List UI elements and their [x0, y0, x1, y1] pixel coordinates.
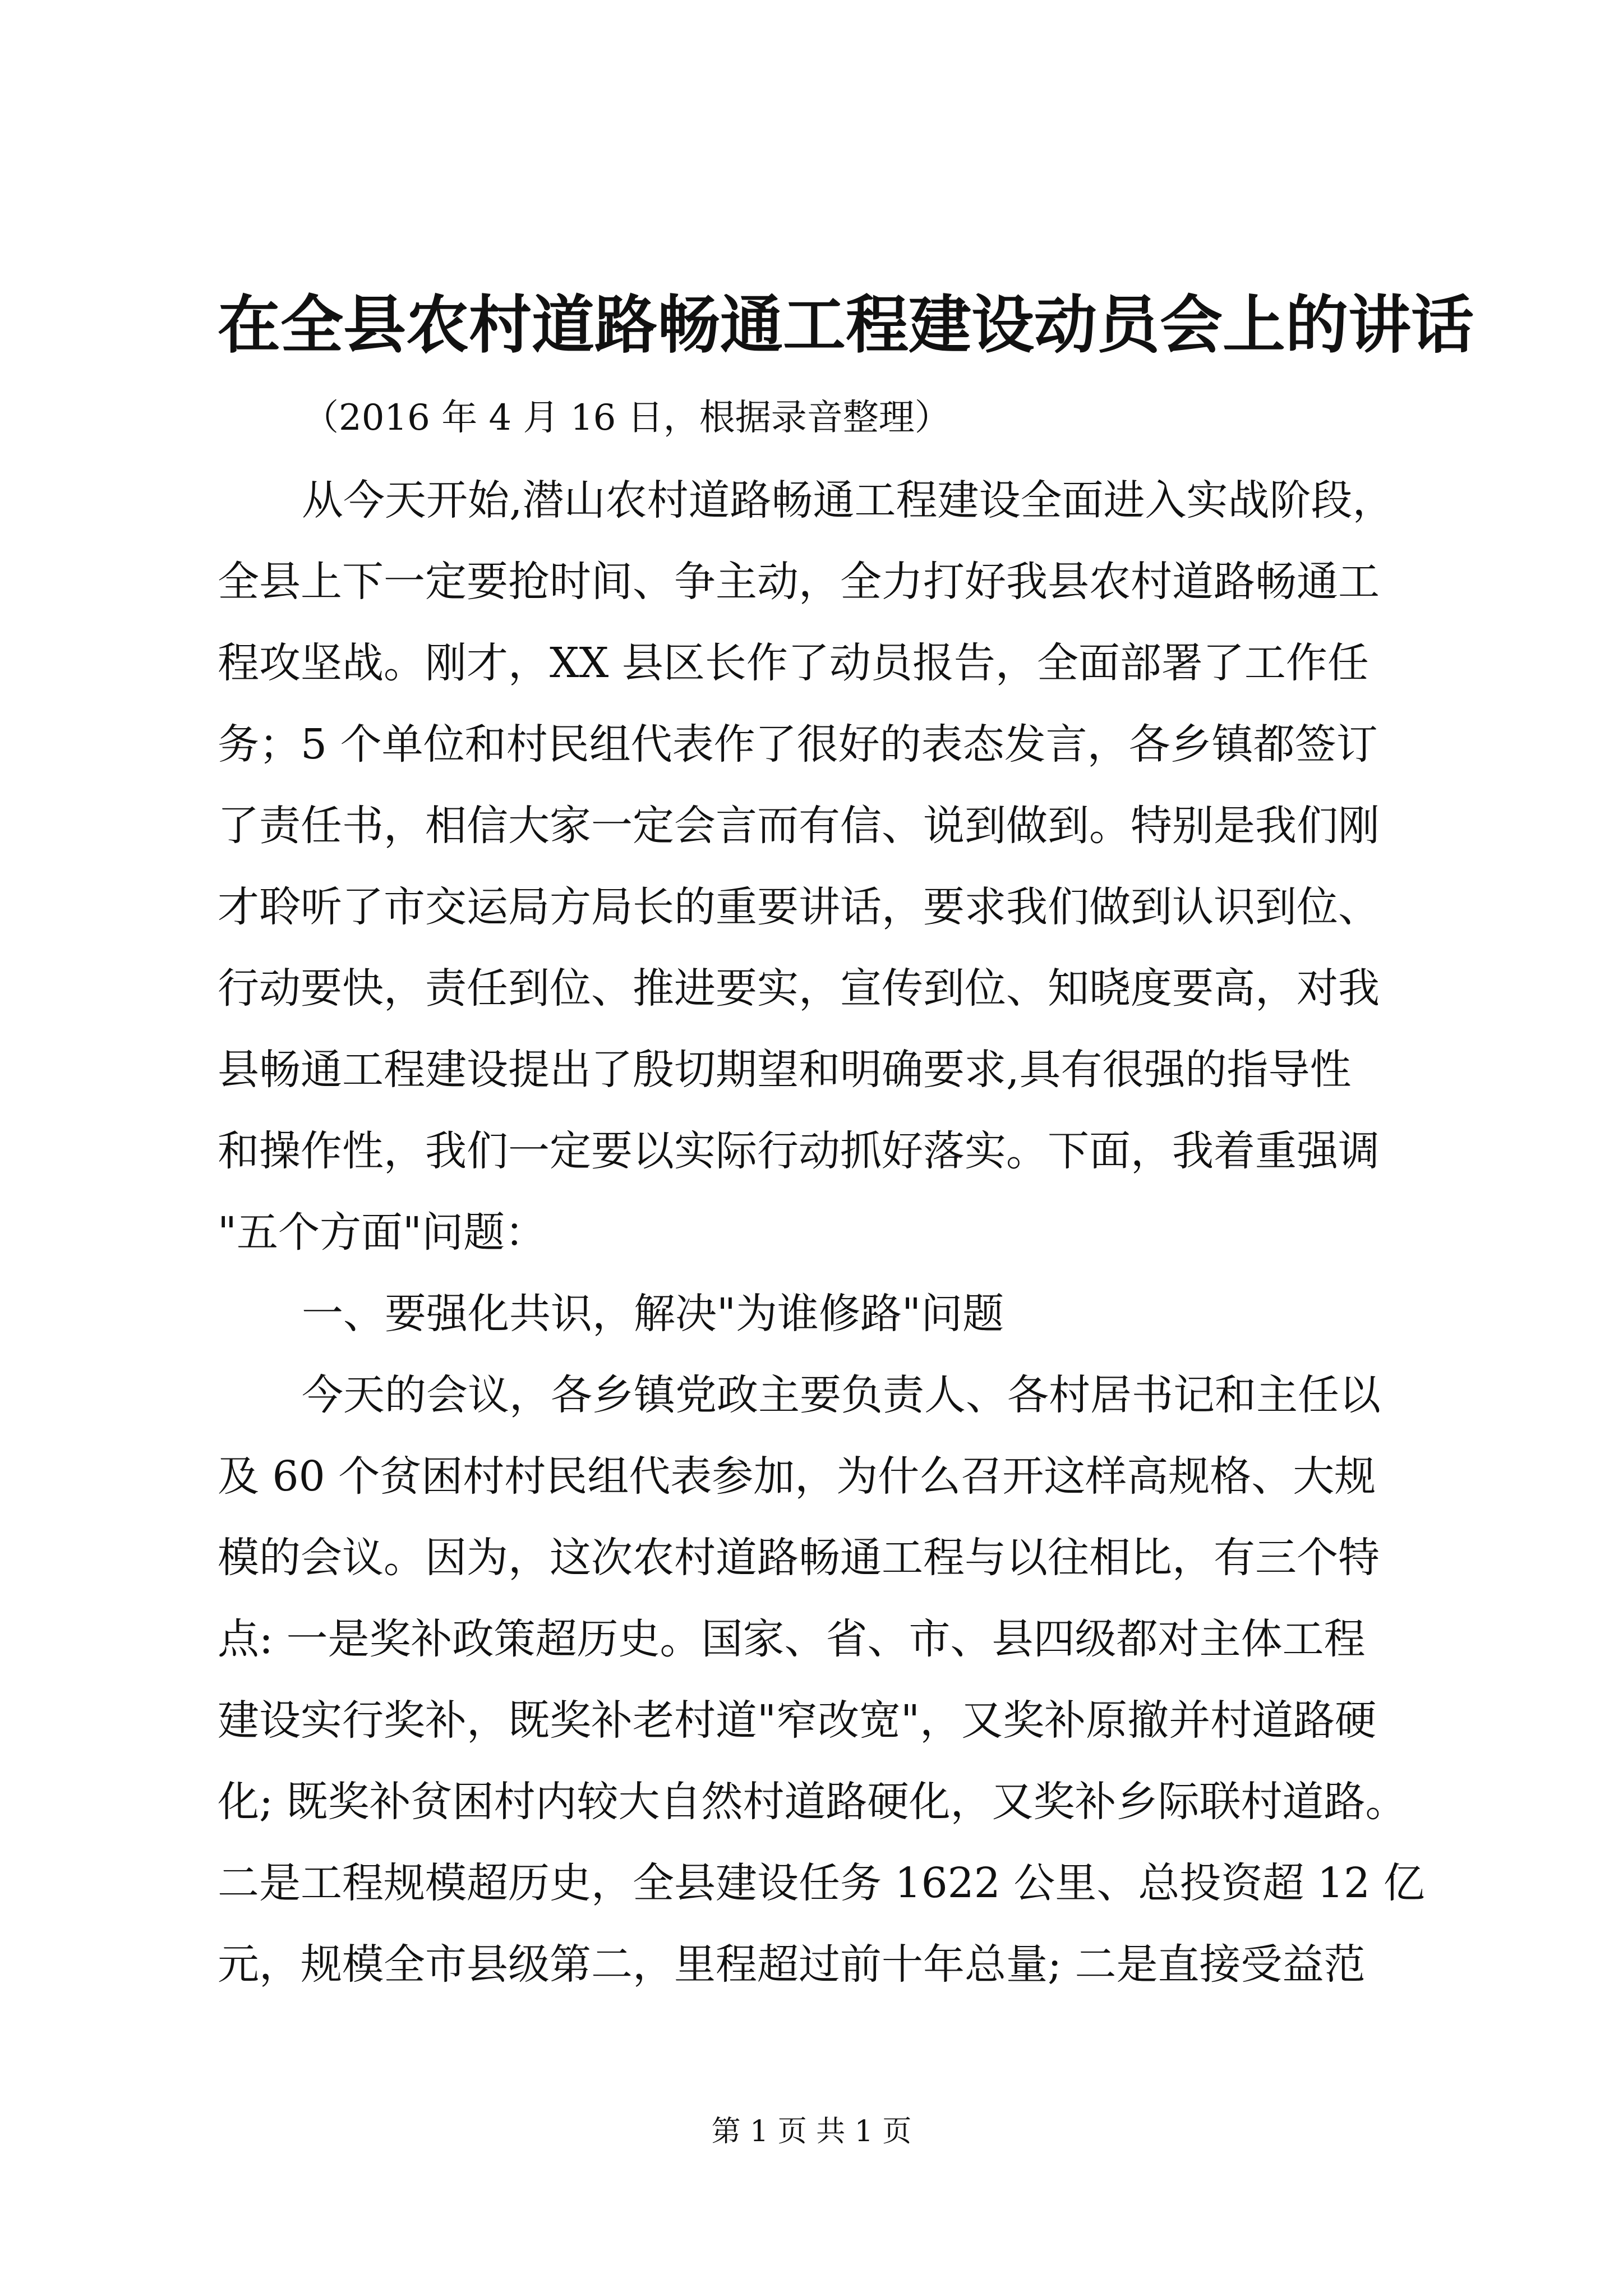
paragraph-line: 二是工程规模超历史，全县建设任务 1622 公里、总投资超 12 亿 — [218, 1859, 1425, 1907]
paragraph-line: 才聆听了市交运局方局长的重要讲话，要求我们做到认识到位、 — [218, 883, 1380, 931]
paragraph-line: 全县上下一定要抢时间、争主动，全力打好我县农村道路畅通工 — [218, 558, 1380, 606]
paragraph-line: 行动要快，责任到位、推进要实，宣传到位、知晓度要高，对我 — [218, 964, 1380, 1013]
paragraph-line: 务；5 个单位和村民组代表作了很好的表态发言，各乡镇都签订 — [218, 720, 1378, 769]
paragraph-line: 程攻坚战。刚才，XX 县区长作了动员报告，全面部署了工作任 — [218, 639, 1369, 687]
paragraph-line: 建设实行奖补，既奖补老村道"窄改宽"，又奖补原撤并村道路硬 — [218, 1696, 1377, 1745]
paragraph-line: 了责任书，相信大家一定会言而有信、说到做到。特别是我们刚 — [218, 802, 1380, 850]
paragraph-line: 元，规模全市县级第二，里程超过前十年总量; 二是直接受益范 — [218, 1940, 1366, 1989]
paragraph-line: 县畅通工程建设提出了殷切期望和明确要求,具有很强的指导性 — [218, 1046, 1352, 1094]
paragraph-line: 点: 一是奖补政策超历史。国家、省、市、县四级都对主体工程 — [218, 1615, 1366, 1663]
paragraph-line: 和操作性，我们一定要以实际行动抓好落实。下面，我着重强调 — [218, 1127, 1380, 1175]
paragraph-line: "五个方面"问题： — [218, 1208, 547, 1257]
page-footer: 第 1 页 共 1 页 — [711, 2115, 912, 2148]
document-subtitle: （2016 年 4 月 16 日，根据录音整理） — [303, 397, 951, 439]
document-body — [218, 460, 1429, 2005]
paragraph-line: 模的会议。因为，这次农村道路畅通工程与以往相比，有三个特 — [218, 1534, 1380, 1582]
section-heading: 一、要强化共识，解决"为谁修路"问题 — [302, 1290, 1004, 1338]
paragraph-line: 及 60 个贫困村村民组代表参加，为什么召开这样高规格、大规 — [218, 1452, 1376, 1501]
document-title: 在全县农村道路畅通工程建设动员会上的讲话 — [218, 288, 1474, 362]
paragraph-line: 从今天开始,潜山农村道路畅通工程建设全面进入实战阶段， — [302, 476, 1394, 524]
paragraph-line: 化; 既奖补贫困村内较大自然村道路硬化，又奖补乡际联村道路。 — [218, 1778, 1407, 1826]
paragraph-line: 今天的会议，各乡镇党政主要负责人、各村居书记和主任以 — [302, 1371, 1381, 1419]
